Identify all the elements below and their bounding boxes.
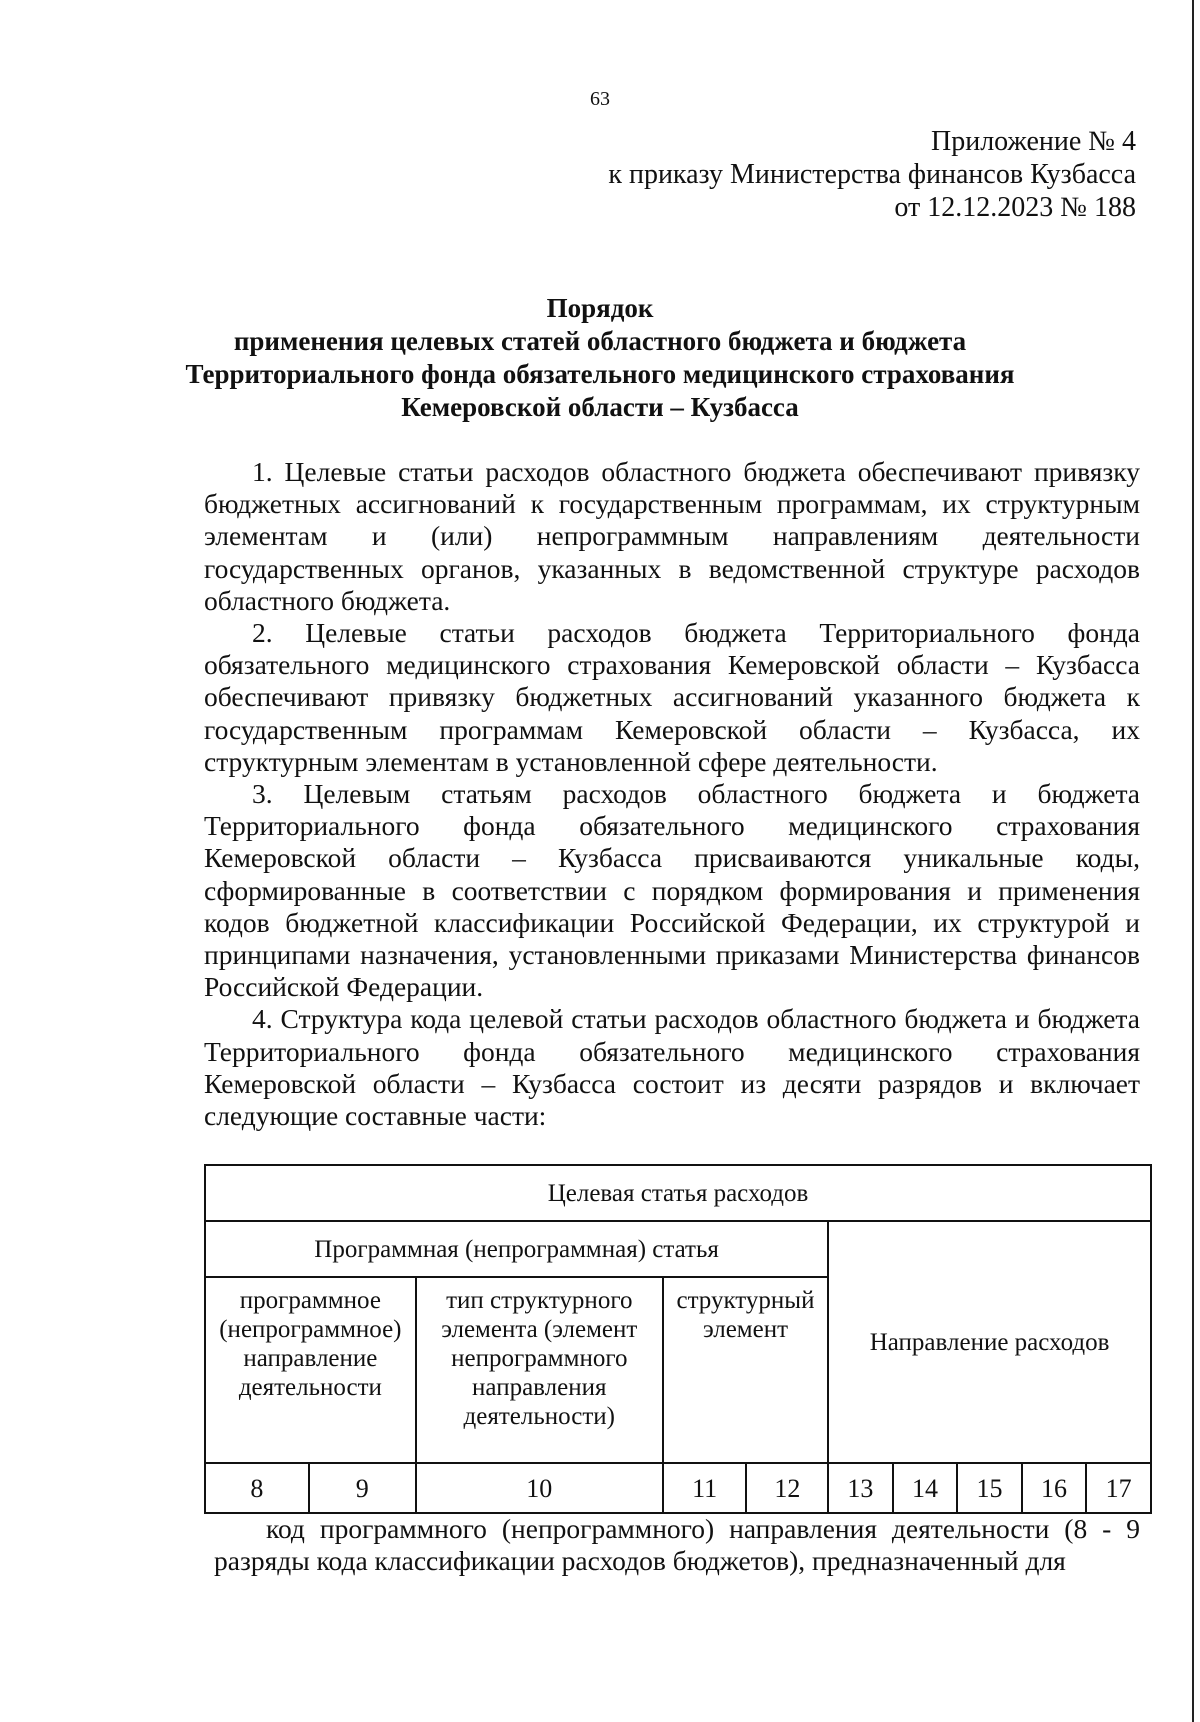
paragraph-2: 2. Целевые статьи расходов бюджета Территориального фонда обязательного медицинского страхования Кемеровской области – Кузбасса обеспечивают привязку бюджетных ассигнований указанного бюджета к государственным программам Кемеровской области – Кузбасса, их структурным элементам в установленной сфере деятельности. [204, 617, 1140, 777]
paragraph-4: 4. Структура кода целевой статьи расходов областного бюджета и бюджета Территориального фонда обязательного медицинского страхования Кемеровской области – Кузбасса состоит из десяти разрядов и включает следующие составные части: [204, 1003, 1140, 1132]
table-header-main: Целевая статья расходов [205, 1165, 1151, 1221]
digit-cell: 14 [893, 1463, 958, 1513]
page-number: 63 [590, 88, 610, 110]
table-header-expense-direction: Направление расходов [828, 1221, 1151, 1463]
digit-cell: 10 [416, 1463, 663, 1513]
paragraph-continuation: код программного (непрограммного) направления деятельности (8 - 9 разряды кода классификации расходов бюджетов), предназначенный для [214, 1513, 1140, 1577]
table-header-program-direction: программное (непрограммное) направление деятельности [205, 1277, 416, 1463]
table-header-program: Программная (непрограммная) статья [205, 1221, 828, 1277]
title-line-3: Территориального фонда обязательного медицинского страхования [185, 359, 1015, 389]
appendix-line-1: Приложение № 4 [931, 126, 1136, 157]
digit-cell: 11 [663, 1463, 747, 1513]
digit-cell: 8 [205, 1463, 309, 1513]
code-structure-table [204, 1164, 1152, 1514]
paragraph-1: 1. Целевые статьи расходов областного бюджета обеспечивают привязку бюджетных ассигнований к государственным программам, их структурным элементам и (или) непрограммным направлениям деятельности государственных органов, указанных в ведомственной структуре расходов областного бюджета. [204, 456, 1140, 616]
table-header-structural-element: структурный элемент [663, 1277, 828, 1463]
table-digits-row [205, 1463, 1151, 1513]
paragraph-3: 3. Целевым статьям расходов областного бюджета и бюджета Территориального фонда обязательного медицинского страхования Кемеровской области – Кузбасса присваиваются уникальные коды, сформированные в соответствии с порядком формирования и применения кодов бюджетной классификации Российской Федерации, их структурой и принципами назначения, установленными приказами Министерства финансов Российской Федерации. [204, 778, 1140, 1003]
title-line-4: Кемеровской области – Кузбасса [401, 392, 799, 422]
digit-cell: 17 [1086, 1463, 1151, 1513]
appendix-header [608, 125, 1136, 224]
title-line-2: применения целевых статей областного бюджета и бюджета [233, 326, 967, 356]
appendix-line-2: к приказу Министерства финансов Кузбасса [608, 159, 1136, 190]
digit-cell: 12 [746, 1463, 828, 1513]
title-line-1: Порядок [546, 293, 654, 323]
bottom-text [214, 1513, 1140, 1577]
digit-cell: 13 [828, 1463, 893, 1513]
table-header-structural-type: тип структурного элемента (элемент непрограммного направления деятельности) [416, 1277, 663, 1463]
scan-edge-line [1192, 0, 1194, 1722]
document-title [0, 292, 1200, 424]
body-text [204, 456, 1140, 1132]
appendix-line-3: от 12.12.2023 № 188 [894, 192, 1136, 223]
digit-cell: 9 [309, 1463, 416, 1513]
digit-cell: 15 [957, 1463, 1022, 1513]
digit-cell: 16 [1022, 1463, 1087, 1513]
